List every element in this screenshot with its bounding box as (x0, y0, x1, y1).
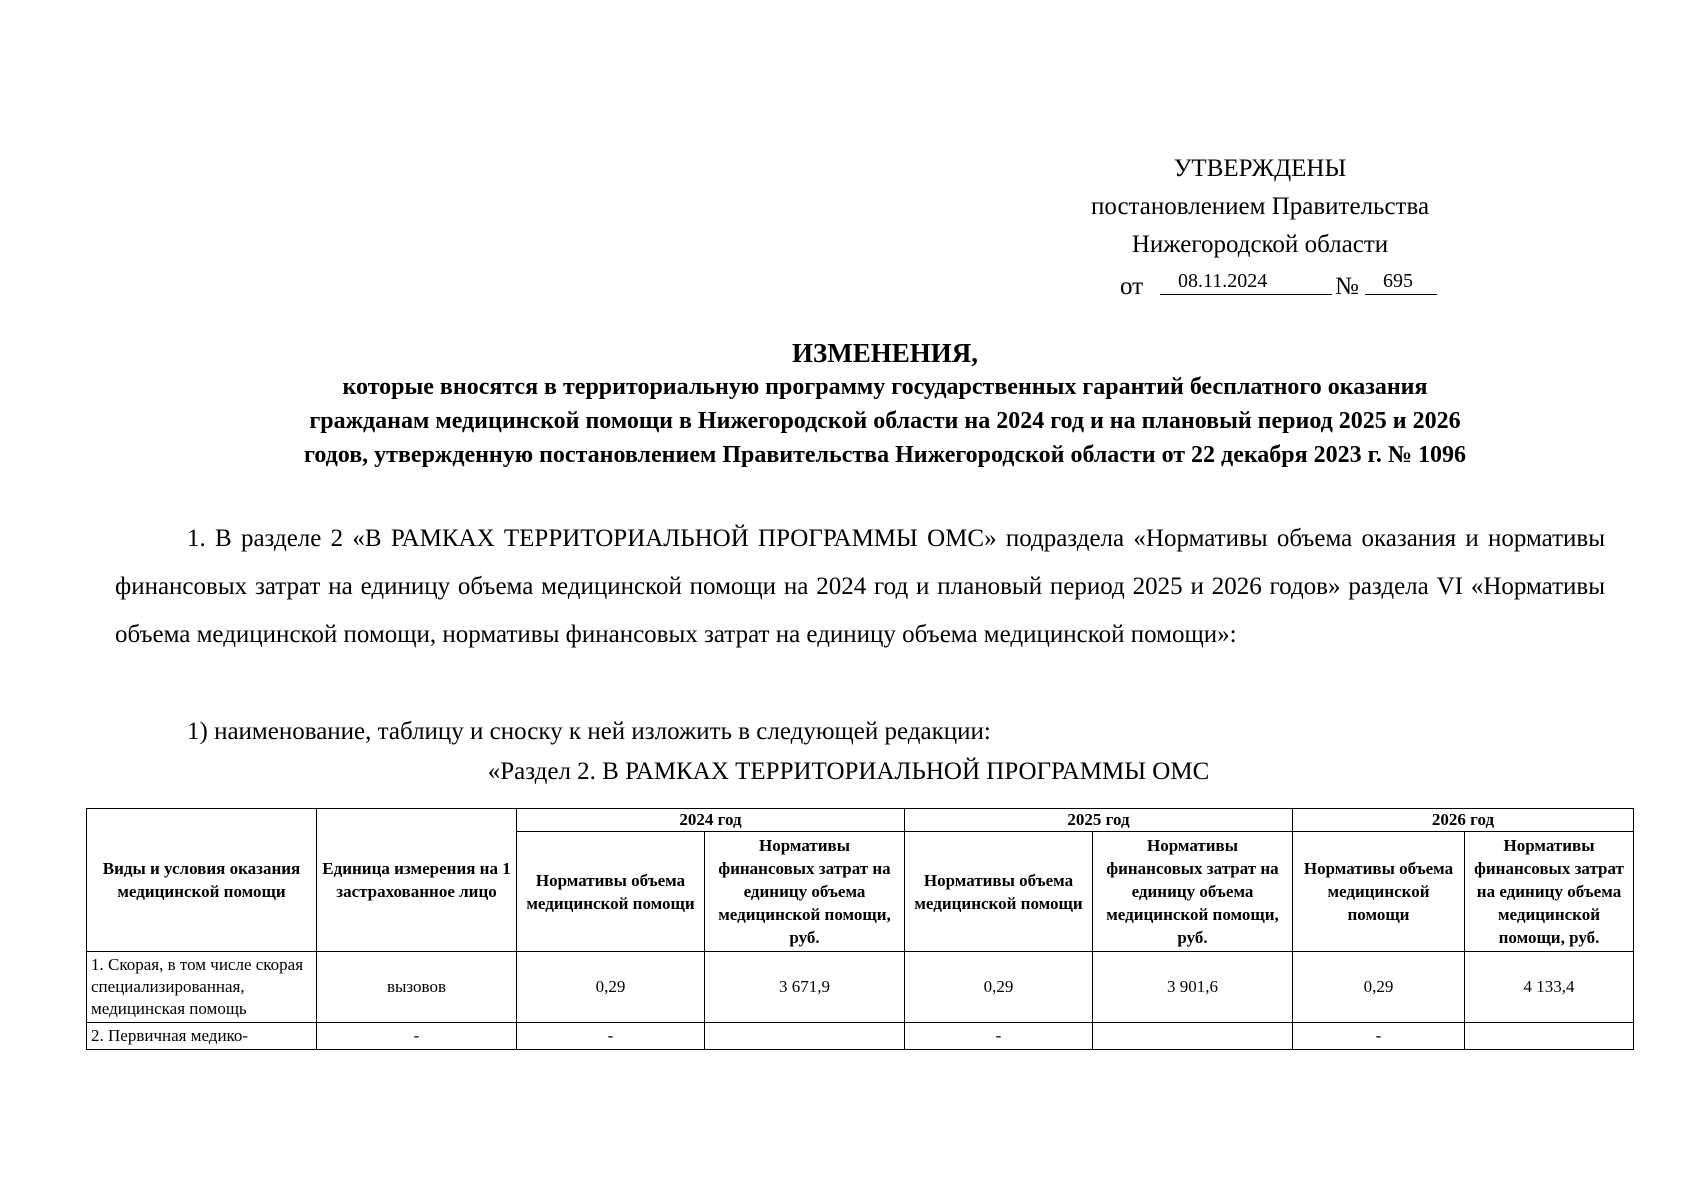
from-label: от (1120, 273, 1144, 300)
cell-volume-2024: 0,29 (517, 952, 705, 1023)
header-volume-2025: Нормативы объема медицинской помощи (905, 832, 1093, 952)
header-volume-2026: Нормативы объема медицинской помощи (1293, 832, 1465, 952)
header-unit: Единица измерения на 1 застрахованное лицо (317, 809, 517, 952)
header-cost-2025: Нормативы финансовых затрат на единицу объема медицинской помощи, руб. (1093, 832, 1293, 952)
cell-cost-2024: 3 671,9 (705, 952, 905, 1023)
approval-line-region: Нижегородской области (1131, 231, 1389, 258)
table-row (87, 952, 1634, 1023)
cell-volume-2024: - (517, 1023, 705, 1050)
cell-unit: - (317, 1023, 517, 1050)
header-volume-2024: Нормативы объема медицинской помощи (517, 832, 705, 952)
header-year-2024: 2024 год (517, 809, 905, 832)
section-title: «Раздел 2. В РАМКАХ ТЕРРИТОРИАЛЬНОЙ ПРОГРАММЫ ОМС (487, 758, 1210, 785)
paragraph-1: 1. В разделе 2 «В РАМКАХ ТЕРРИТОРИАЛЬНОЙ ПРОГРАММЫ ОМС» подраздела «Нормативы объема оказания и нормативы финансовых затрат на единицу объема медицинской помощи на 2024 год и плановый период 2025 и 2026 годов» раздела VI «Нормативы объема медицинской помощи, нормативы финансовых затрат на единицу объема медицинской помощи»: (115, 525, 1605, 648)
norms-table (86, 808, 1634, 1050)
approval-date: 08.11.2024 (1178, 270, 1268, 292)
approval-number: 695 (1383, 270, 1413, 292)
cell-volume-2026: 0,29 (1293, 952, 1465, 1023)
cell-cost-2024 (705, 1023, 905, 1050)
title-subtitle-line: гражданам медицинской помощи в Нижегородской области на 2024 год и на плановый период 2025 и 2026 (309, 408, 1461, 434)
header-year-2026: 2026 год (1293, 809, 1634, 832)
table-row (87, 1023, 1634, 1050)
approval-date-line (1080, 264, 1440, 302)
cell-volume-2026: - (1293, 1023, 1465, 1050)
title-subtitle-line: годов, утвержденную постановлением Правительства Нижегородской области от 22 декабря 2023 г. № 1096 (304, 442, 1466, 468)
cell-cost-2026 (1465, 1023, 1634, 1050)
approval-line-decree: постановлением Правительства (1090, 193, 1430, 220)
header-kind: Виды и условия оказания медицинской помощи (87, 809, 317, 952)
cell-kind: 2. Первичная медико- (87, 1023, 317, 1050)
title-heading: ИЗМЕНЕНИЯ, (791, 338, 978, 368)
cell-cost-2025: 3 901,6 (1093, 952, 1293, 1023)
cell-cost-2025 (1093, 1023, 1293, 1050)
number-sign: № (1335, 273, 1359, 300)
title-subtitle-line: которые вносятся в территориальную программу государственных гарантий бесплатного оказания (342, 374, 1428, 400)
header-year-2025: 2025 год (905, 809, 1293, 832)
document-title (150, 336, 1620, 472)
header-cost-2024: Нормативы финансовых затрат на единицу объема медицинской помощи, руб. (705, 832, 905, 952)
approval-stamp (1080, 150, 1440, 302)
cell-volume-2025: 0,29 (905, 952, 1093, 1023)
cell-unit: вызовов (317, 952, 517, 1023)
cell-cost-2026: 4 133,4 (1465, 952, 1634, 1023)
header-cost-2026: Нормативы финансовых затрат на единицу объема медицинской помощи, руб. (1465, 832, 1634, 952)
cell-volume-2025: - (905, 1023, 1093, 1050)
cell-kind: 1. Скорая, в том числе скорая специализированная, медицинская помощь (87, 952, 317, 1023)
paragraph-2: 1) наименование, таблицу и сноску к ней изложить в следующей редакции: (187, 718, 991, 745)
approval-line-approved: УТВЕРЖДЕНЫ (1173, 155, 1347, 182)
